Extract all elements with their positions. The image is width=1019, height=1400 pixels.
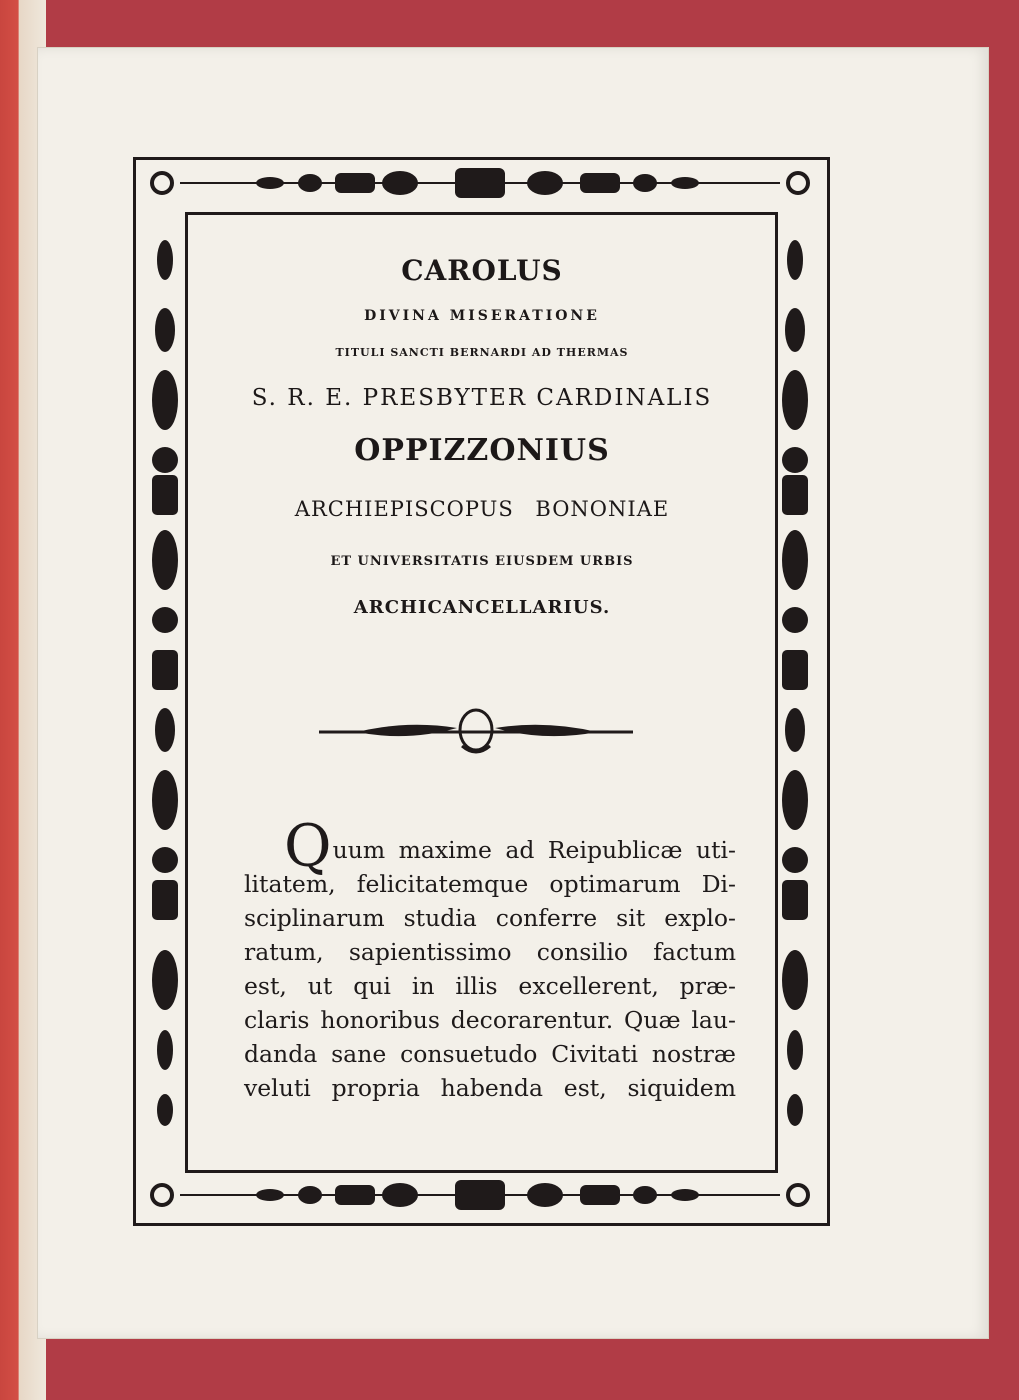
drop-cap: Q: [284, 812, 332, 880]
heading-line-2: TITULI SANCTI BERNARDI AD THERMAS: [335, 346, 629, 359]
body-line: danda sane consuetudo Civitati nostræ: [244, 1040, 736, 1068]
body-line: ratum, sapientissimo consilio factum: [244, 938, 736, 966]
laurel-divider-ornament: [317, 702, 635, 758]
body-line: claris honoribus decorarentur. Quæ lau-: [244, 1006, 736, 1034]
heading-line-1: DIVINA MISERATIONE: [364, 308, 600, 324]
body-line: Quum maxime ad Reipublicæ uti-: [284, 812, 736, 880]
body-line: veluti propria habenda est, siquidem: [244, 1074, 736, 1102]
title-surname: OPPIZZONIUS: [354, 433, 610, 468]
heading-line-6: ARCHICANCELLARIUS.: [353, 597, 611, 618]
heading-line-5: ET UNIVERSITATIS EIUSDEM URBIS: [330, 554, 634, 569]
heading-line-4: ARCHIEPISCOPUS BONONIAE: [294, 497, 670, 521]
right-ornament-border: [779, 200, 811, 1175]
title-name: CAROLUS: [401, 254, 563, 287]
top-ornament-border: [150, 165, 810, 201]
body-line: litatem, felicitatemque optimarum Di-: [244, 870, 736, 898]
body-line: est, ut qui in illis excellerent, præ-: [244, 972, 736, 1000]
body-paragraph: [244, 812, 736, 1105]
bottom-ornament-border: [150, 1177, 810, 1213]
body-line: sciplinarum studia conferre sit explo-: [244, 904, 736, 932]
heading-line-3: S. R. E. PRESBYTER CARDINALIS: [251, 385, 713, 411]
left-ornament-border: [149, 200, 181, 1175]
